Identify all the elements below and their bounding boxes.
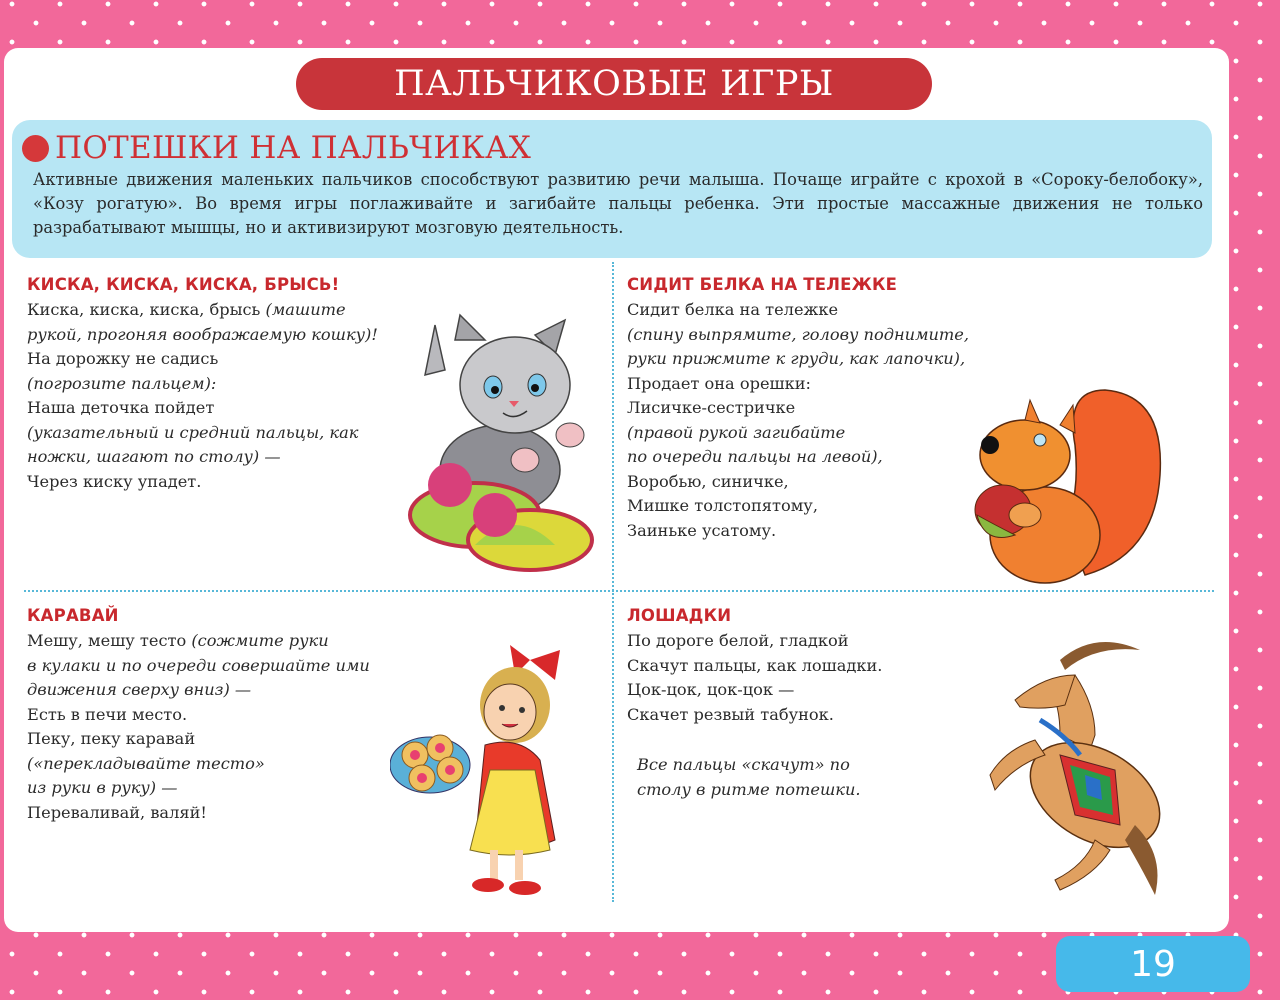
verse-note: (спину выпрямите, голову поднимите,: [627, 324, 969, 344]
page-title: [296, 58, 932, 110]
verse-note: (погрозите пальцем):: [27, 373, 217, 393]
verse-line: Киска, киска, киска, брысь (машите: [27, 300, 346, 319]
intro-heading: [22, 130, 531, 166]
footnote-line: Все пальцы «скачут» по: [637, 755, 850, 774]
verse-note: в кулаки и по очереди совершайте ими: [27, 655, 370, 675]
page-number: [1056, 936, 1250, 992]
kitten-illustration: [405, 305, 595, 580]
verse-line: По дороге белой, гладкой: [627, 631, 849, 650]
verse-line: Наша деточка пойдет: [27, 398, 215, 417]
verse-line: Лисичке-сестричке: [627, 398, 796, 417]
squirrel-illustration: [955, 385, 1165, 590]
verse-line: Цок-цок, цок-цок —: [627, 680, 795, 699]
verse-note: из руки в руку) —: [27, 778, 178, 797]
verse-line: Есть в печи место.: [27, 704, 188, 724]
section-title: КИСКА, КИСКА, КИСКА, БРЫСЬ!: [27, 275, 340, 294]
verse-note: движения сверху вниз) —: [27, 680, 252, 699]
verse-note: руки прижмите к груди, как лапочки),: [627, 349, 966, 368]
verse-note: (правой рукой загибайте: [627, 422, 846, 442]
verse-line: Скачут пальцы, как лошадки.: [627, 655, 883, 675]
section-kiska: [27, 275, 378, 494]
verse-note: по очереди пальцы на левой),: [627, 447, 883, 466]
section-title: КАРАВАЙ: [27, 606, 119, 625]
verse-line: Пеку, пеку каравай: [27, 729, 196, 748]
verse-line: Сидит белка на тележке: [627, 300, 839, 319]
section-title: ЛОШАДКИ: [627, 606, 732, 625]
verse-line: Через киску упадет.: [27, 471, 202, 491]
bullet-icon: [22, 135, 49, 162]
verse-line: Мишке толстопятому,: [627, 496, 818, 515]
section-belka: [627, 275, 969, 543]
page-title-text: ПАЛЬЧИКОВЫЕ ИГРЫ: [394, 64, 834, 104]
verse-line: Воробью, синичке,: [627, 471, 789, 491]
section-title: СИДИТ БЕЛКА НА ТЕЛЕЖКЕ: [627, 275, 898, 294]
verse-note: (указательный и средний пальцы, как: [27, 422, 359, 442]
horse-illustration: [965, 625, 1165, 900]
verse-note: рукой, прогоняя воображаемую кошку)!: [27, 324, 378, 344]
page-number-text: 19: [1130, 943, 1176, 985]
intro-heading-text: ПОТЕШКИ НА ПАЛЬЧИКАХ: [55, 130, 532, 166]
verse-line: На дорожку не садись: [27, 349, 219, 368]
footnote-line: столу в ритме потешки.: [637, 779, 861, 799]
horizontal-divider: [24, 590, 1214, 592]
verse-line: Мешу, мешу тесто (сожмите руки: [27, 631, 329, 650]
verse-line: Заиньке усатому.: [627, 520, 777, 540]
girl-illustration: [390, 640, 570, 905]
verse-note: («перекладывайте тесто»: [27, 753, 265, 773]
section-karavai: [27, 606, 370, 825]
verse-line: Скачет резвый табунок.: [627, 704, 834, 724]
section-loshadki: [627, 606, 882, 802]
verse-line: Продает она орешки:: [627, 373, 811, 393]
intro-paragraph: Активные движения маленьких пальчиков способствуют развитию речи малыша. Почаще играйте с крохой в «Сороку-белобоку», «Козу рогатую». Во время игры поглаживайте и загибайте пальцы ребенка. Эти простые массажные движения не только разрабатывают мышцы, но и активизируют мозговую деятельность.: [33, 170, 1203, 237]
verse-line: Переваливай, валяй!: [27, 802, 207, 822]
verse-note: ножки, шагают по столу) —: [27, 447, 281, 466]
vertical-divider: [612, 262, 614, 902]
